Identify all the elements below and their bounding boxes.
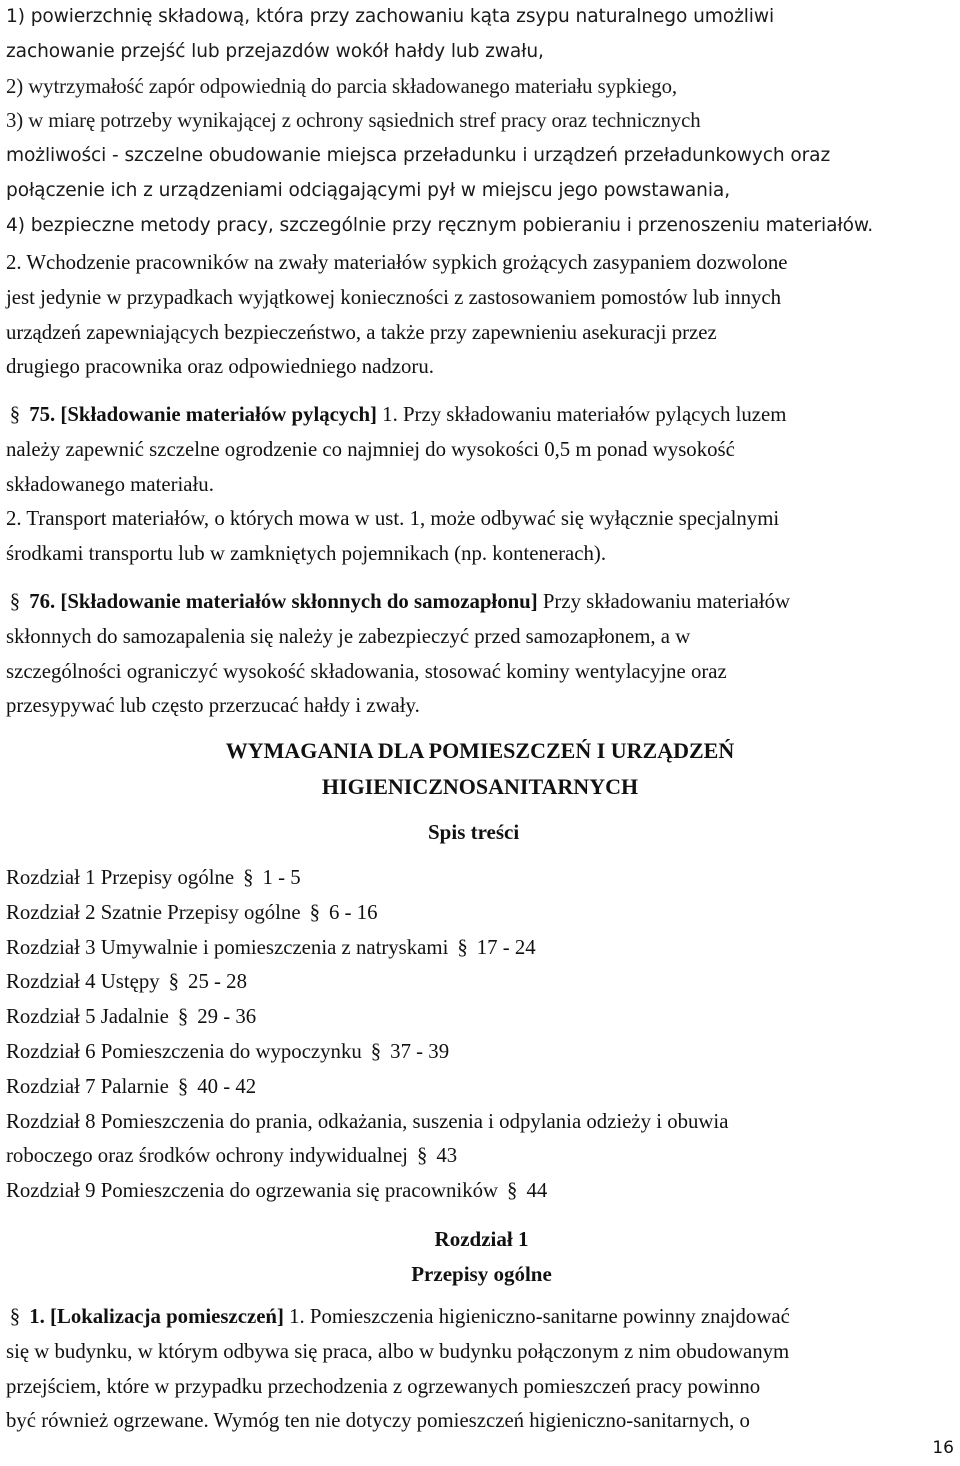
paragraph-line: środkami transportu lub w zamkniętych pojemnikach (np. kontenerach).	[6, 542, 607, 566]
section-76-number: 76.	[29, 590, 56, 613]
toc-item-text: Rozdział 8 Pomieszczenia do prania, odkażania, suszenia i odpylania odzieży i obuwia	[6, 1109, 729, 1133]
toc-item-range: 43	[436, 1144, 458, 1168]
paragraph-line: 2. Transport materiałów, o których mowa w ust. 1, może odbywać się wyłącznie specjalnymi	[6, 507, 780, 531]
toc-item-text: Rozdział 5 Jadalnie	[6, 1005, 169, 1029]
toc-item[interactable]	[6, 965, 956, 1000]
section-symbol: §	[9, 403, 21, 426]
toc-item-range: 29 - 36	[197, 1005, 257, 1029]
section-symbol: §	[177, 1074, 189, 1098]
toc-item[interactable]	[6, 1000, 956, 1035]
section-symbol: §	[370, 1039, 382, 1063]
toc-item-text: Rozdział 4 Ustępy	[6, 970, 160, 994]
paragraph-line: się w budynku, w którym odbywa się praca, albo w budynku połączonym z nim obudowanym	[6, 1339, 790, 1363]
section-1-text: 1. Pomieszczenia higieniczno-sanitarne powinny znajdować	[283, 1305, 790, 1328]
section-symbol: §	[457, 935, 468, 959]
toc-item-text: roboczego oraz środków ochrony indywidualnej	[6, 1144, 408, 1168]
main-heading-line-1: WYMAGANIA DLA POMIESZCZEŃ I URZĄDZEŃ	[225, 738, 735, 763]
toc-item-range: 6 - 16	[328, 900, 378, 924]
section-symbol: §	[168, 970, 180, 994]
toc-item[interactable]	[6, 861, 956, 896]
toc-item[interactable]	[6, 1139, 956, 1174]
toc-item-range: 1 - 5	[262, 866, 301, 889]
section-75-first-line	[6, 398, 956, 433]
toc-item-range: 40 - 42	[197, 1074, 257, 1098]
section-symbol: §	[243, 866, 254, 889]
intro-list	[6, 0, 956, 244]
intro-line: połączenie ich z urządzeniami odciągającymi pył w miejscu jego powstawania,	[6, 179, 731, 201]
section-76-first-line	[6, 585, 956, 620]
intro-line: 2) wytrzymałość zapór odpowiednią do parcia składowanego materiału sypkiego,	[6, 74, 677, 98]
toc-item[interactable]	[6, 896, 956, 931]
paragraph-line: drugiego pracownika oraz odpowiedniego nadzoru.	[6, 355, 434, 379]
paragraph-line: jest jedynie w przypadkach wyjątkowej konieczności z zastosowaniem pomostów lub innych	[6, 285, 782, 309]
paragraph-2	[6, 246, 956, 385]
page-number: 16	[932, 1438, 954, 1458]
section-76-title: [Składowanie materiałów skłonnych do samozapłonu]	[60, 590, 538, 613]
toc-item-text: Rozdział 3 Umywalnie i pomieszczenia z natryskami	[6, 935, 449, 959]
section-75-number: 75.	[29, 403, 56, 426]
section-symbol: §	[9, 590, 21, 613]
toc-item-text: Rozdział 7 Palarnie	[6, 1074, 169, 1098]
paragraph-line: być również ogrzewane. Wymóg ten nie dotyczy pomieszczeń higieniczno-sanitarnych, o	[6, 1409, 750, 1433]
paragraph-line: należy zapewnić szczelne ogrodzenie co najmniej do wysokości 0,5 m ponad wysokość	[6, 437, 735, 461]
toc-item-text: Rozdział 1 Przepisy ogólne	[6, 866, 235, 889]
chapter-label: Rozdział 1	[434, 1227, 529, 1251]
intro-line: zachowanie przejść lub przejazdów wokół hałdy lub zwału,	[6, 40, 544, 62]
section-75-text: 1. Przy składowaniu materiałów pylących luzem	[376, 403, 787, 426]
paragraph-line: 2. Wchodzenie pracowników na zwały materiałów sypkich grożących zasypaniem dozwolone	[6, 251, 788, 274]
section-1	[6, 1300, 956, 1439]
paragraph-line: przesypywać lub często przerzucać hałdy i zwały.	[6, 694, 420, 718]
toc-item-text: Rozdział 2 Szatnie Przepisy ogólne	[6, 900, 301, 924]
toc-item[interactable]	[6, 1174, 956, 1209]
chapter-title: Przepisy ogólne	[411, 1261, 552, 1286]
section-symbol: §	[9, 1305, 21, 1328]
section-symbol: §	[177, 1005, 189, 1029]
section-76	[6, 585, 956, 724]
paragraph-line: szczególności ograniczyć wysokość składowania, stosować kominy wentylacyjne oraz	[6, 659, 727, 683]
section-1-title: [Lokalizacja pomieszczeń]	[50, 1305, 284, 1328]
toc-item-range: 44	[526, 1179, 548, 1203]
main-heading-line-2: HIGIENICZNOSANITARNYCH	[321, 774, 639, 799]
toc-item[interactable]	[6, 931, 956, 966]
section-76-text: Przy składowaniu materiałów	[537, 590, 791, 613]
toc-item-text: Rozdział 6 Pomieszczenia do wypoczynku	[6, 1039, 362, 1063]
toc-item[interactable]	[6, 1070, 956, 1105]
toc-item-range: 37 - 39	[390, 1039, 450, 1063]
intro-line: możliwości - szczelne obudowanie miejsca przeładunku i urządzeń przeładunkowych oraz	[6, 145, 831, 167]
intro-line: 3) w miarę potrzeby wynikającej z ochrony sąsiednich stref pracy oraz technicznych	[6, 109, 701, 133]
section-1-first-line	[6, 1300, 956, 1335]
section-symbol: §	[309, 900, 320, 924]
table-of-contents	[6, 861, 956, 1209]
section-symbol: §	[416, 1144, 428, 1168]
paragraph-line: skłonnych do samozapalenia się należy je zabezpieczyć przed samozapłonem, a w	[6, 624, 691, 648]
intro-line: 1) powierzchnię składową, która przy zachowaniu kąta zsypu naturalnego umożliwi	[6, 6, 775, 27]
paragraph-line: przejściem, które w przypadku przechodzenia z ogrzewanych pomieszczeń pracy powinno	[6, 1374, 761, 1398]
toc-item-text: Rozdział 9 Pomieszczenia do ogrzewania się pracowników	[6, 1179, 499, 1203]
toc-item[interactable]	[6, 1105, 956, 1140]
section-75-title: [Składowanie materiałów pylących]	[60, 403, 377, 426]
toc-item-range: 25 - 28	[188, 970, 247, 994]
toc-item[interactable]	[6, 1035, 956, 1070]
paragraph-line: składowanego materiału.	[6, 472, 214, 496]
paragraph-line: urządzeń zapewniających bezpieczeństwo, a także przy zapewnieniu asekuracji przez	[6, 320, 717, 344]
toc-item-range: 17 - 24	[476, 935, 536, 959]
main-heading	[0, 733, 960, 805]
chapter-heading	[0, 1222, 960, 1292]
section-1-number: 1.	[29, 1305, 45, 1328]
section-75	[6, 398, 956, 572]
toc-title: Spis treści	[428, 820, 520, 844]
section-symbol: §	[507, 1179, 518, 1203]
intro-line: 4) bezpieczne metody pracy, szczególnie przy ręcznym pobieraniu i przenoszeniu materiałów.	[6, 214, 874, 236]
